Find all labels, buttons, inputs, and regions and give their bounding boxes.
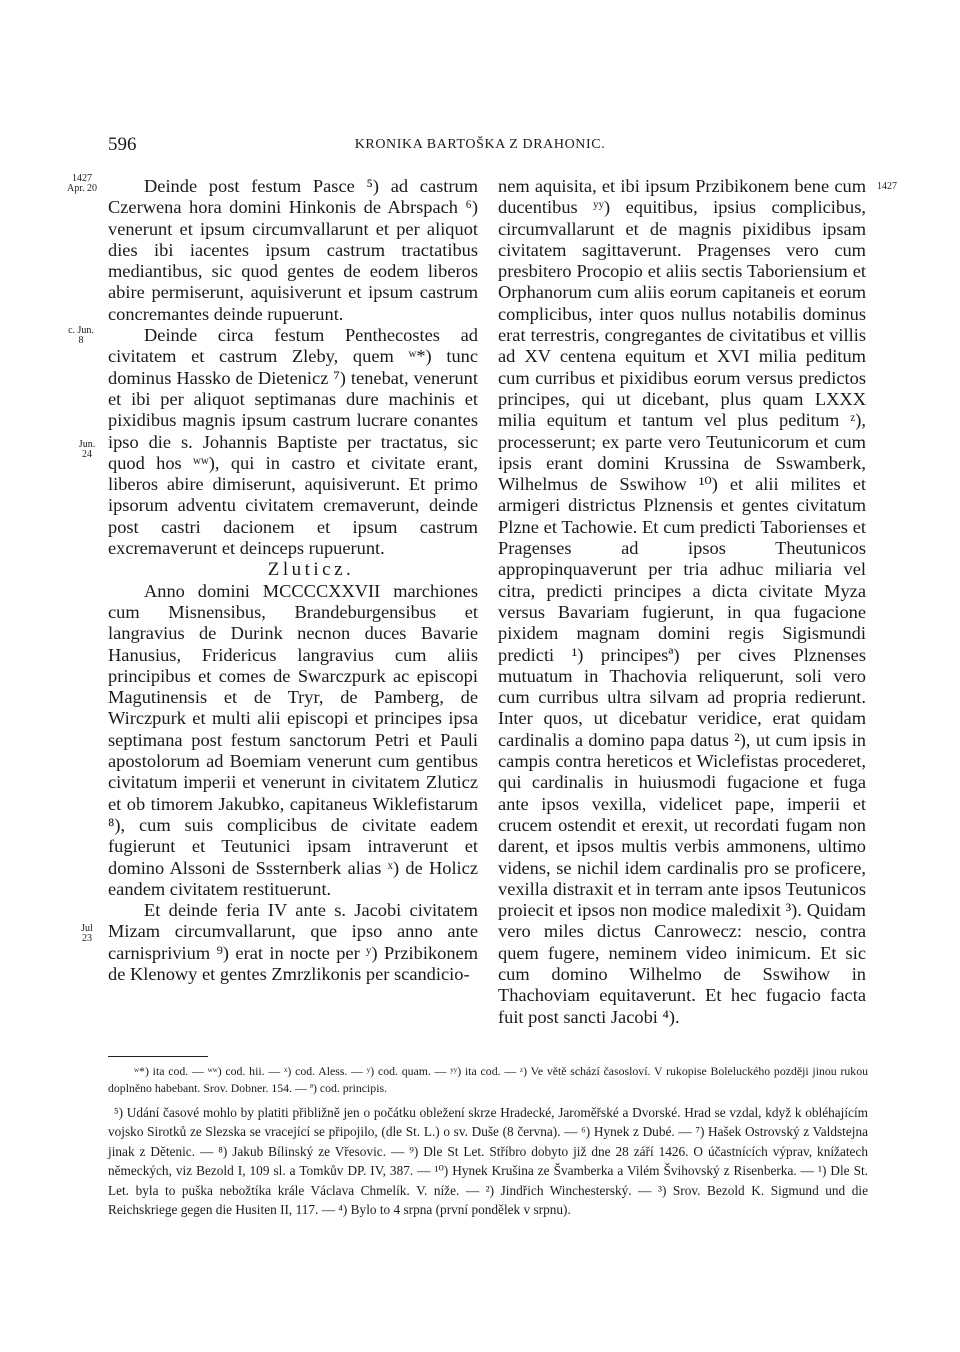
paragraph-zleby: Deinde circa festum Penthecostes ad civitatem et castrum Zleby, quem ʷ*) tunc dominus Hassko de Dietenicz ⁷) tenebat, venerunt et ibi per aliquot septimanas dure machinis et pixidibus magnis ipsum castrum lucrare conantes ipso die s. Johannis Baptiste per tractatus, sic quod hos ʷʷ), qui in castro et civitate erant, liberos abire dimiserunt, aquisiverunt. Et primo ipsorum adventu civitatem cremaverunt, deinde post castri dacionem et ipsum castrum excremaverunt et deinceps rupuerunt. [108, 325, 478, 559]
footnotes-commentary [108, 1103, 868, 1219]
paragraph-miza: Et deinde feria IV ante s. Jacobi civitatem Mizam circumvallarunt, que ipso anno ante carnisprivium ⁹) erat in nocte per ʸ) Przibikonem de Klenowy et gentes Zmrzlikonis per scandicio- [108, 900, 478, 984]
paragraph-continuation: nem aquisita, et ibi ipsum Przibikonem bene cum ducentibus ʸʸ) equitibus, ipsius complicibus, circumvallarunt et de magnis pixidibus ipsam civitatem sagittaverunt. Pragenses vero cum presbitero Procopio et aliis sectis Taboriensium et Orphanorum cum aliis eorum capitaneis et eorum complicibus, inter quos nullus notabilis dominus erat terrestris, congregantes de civitatibus et villis ad XV centena equitum et XVI milia peditum cum curribus et pixidibus eorum versus predictos principes, qui ut dicebant, plus quam LXXX milia equitum et tantum vel plus peditum ᶻ), processerunt; ex parte vero Teutunicorum et cum ipsis erant domini Krussina de Sswamberk, Wilhelmus de Sswihow ¹⁰) et alii milites et armigeri districtus Plznensis et gentes civitatum Plzne et Tachowie. Et cum predicti Taborienses et Pragenses ad ipsos Theutunicos appropinquaverunt per tria adhuc miliaria vel citra, predicti principes a dicta civitate Myza versus Bavariam fugierunt, in qua fugacione pixidem magnam domini regis Sigismundi predicti ¹) principesª) per cives Plznenses mutuatum in Thachovia reliquerunt, soli vero cum curribus ultra silvam ad propria redierunt. Inter quos, ut dicebatur veridice, erat quidam cardinalis a domino papa datus ²), ut cum ipsis in campis contra hereticos et Wiclefistas procederet, qui cardinalis in huiusmodi fugacione et fuga ante ipsos vexilla, videlicet pape, imperii et crucem ostendit et erexit, ut recordati fugam non darent, et ipsos multis verbis ammonens, ultimo videns, se nichil idem cardinalis pro se proficere, vexilla distraxit et in terram ante ipsos Teutunicos proiecit et ipsos non modice maledixit ³). Quidam vero miles dictus Canrowecz: nescio, contra quem fugere, neminem video inimicum. Et sic cum domino Wilhelmo de Sswihow in Thachoviam equitaverunt. Et hec fugacio facta fuit post sancti Jacobi ⁴). [498, 176, 866, 1027]
page-number: 596 [108, 134, 137, 155]
footnotes-apparatus [108, 1063, 868, 1097]
margin-note-right-1427: 1427 [877, 181, 897, 192]
footnote-apparatus-text: ʷ*) ita cod. — ʷʷ) cod. hii. — ˣ) cod. Aless. — ʸ) cod. quam. — ʸʸ) ita cod. — ᶻ) Ve větě schází časosloví. V rukopise Boleluckého později jinou rukou doplněno habebant. Srov. Dobner. 154. — ª) cod. principis. [108, 1064, 868, 1095]
margin-note-jun8: c. Jun. 8 [68, 325, 94, 346]
section-title-zluticz: Zluticz. [267, 559, 355, 581]
paragraph-red-mountain: Deinde post festum Pasce ⁵) ad castrum Czerwena hora domini Hinkonis de Abrspach ⁶) venerunt et ipsum circumvallarunt et per aliquot dies ibi iacentes ipsum castrum tractatibus mediantibus, sic quod gentes de eodem liberos abire permiserunt, aquisiverunt et ipsum castrum concremantes deinde rupuerunt. [108, 176, 478, 324]
paragraph-anno-1427: Anno domini MCCCCXXVII marchiones cum Misnensibus, Brandeburgensibus et langravius de Durink necnon duces Bavarie Hanusius, Fridericus langravius cum aliis principibus et comes de Swarczpurk ac episcopi Magutinensis et de Tryr, de Pamberg, de Wirczpurk et multi alii episcopi et principes ipsa septimana post festum sanctorum Petri et Pauli apostolorum ad Boemiam venerunt cum gentibus civitatum imperii et venerunt in civitatem Zluticz et ob timorem Jakubko, capitaneus Wiklefistarum ⁸), cum suis complicibus de civitate eadem fugierunt et Teutunici ipsam intraverunt et domino Alssoni de Sssternberk alias ˣ) de Holicz eandem civitatem restituerunt. [108, 580, 478, 899]
margin-note-apr20: 1427 Apr. 20 [67, 173, 97, 194]
left-column [108, 176, 478, 985]
footnote-commentary-text: ⁵) Udání časové mohlo by platiti přibližně jen o počátku obležení skrze Hradecké, Jaroměřské a Dvorské. Hrad se vzdal, když k obléhajícím vojsko Sirotků ze Slezska se vracející se připojilo, (dle St. L.) o sv. Duše (8 června). — ⁶) Hynek z Dubé. — ⁷) Hašek Ostrovský z Valdstejna jinak z Dětenic. — ⁸) Jakub Bílinský ze Vřesovic. — ⁹) Dle St Let. Stříbro dobyto již dne 28 září 1426. O účastnících výprav, knížatech německých, viz Bezold I, 109 sl. a Tomkův DP. IV, 387. — ¹⁰) Hynek Krušina ze Švamberka a Vilém Švihovský z Risenberka. — ¹) Dle St. Let. byla to puška nebožtíka krále Václava Chmelík. V. níže. — ²) Jindřich Winchesterský. — ³) Srov. Bezold K. Sigmund und die Reichskriege gegen die Husiten II, 117. — ⁴) Bylo to 4 srpna (první pondělek v srpnu). [108, 1105, 868, 1218]
margin-note-jul23: Jul 23 [81, 923, 93, 944]
right-column [498, 176, 866, 1028]
running-title: KRONIKA BARTOŠKA Z DRAHONIC. [354, 137, 606, 152]
margin-note-jun24: Jun. 24 [78, 439, 96, 460]
footnote-divider [108, 1056, 208, 1057]
